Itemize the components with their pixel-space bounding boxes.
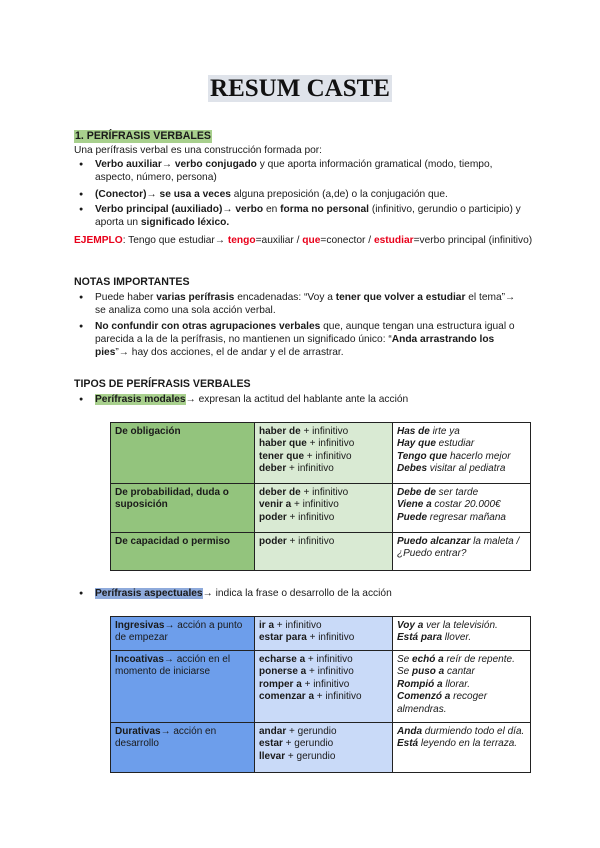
- table-aspectuales: [110, 616, 531, 773]
- bullet-modales: ● Perífrasis modales→ expresan la actitud del hablante ante la acción: [95, 393, 525, 406]
- forms-cell: haber de + infinitivo haber que + infinitivo tener que + infinitivo deber + infinitivo: [255, 423, 393, 484]
- forms-cell: andar + gerundio estar + gerundio llevar + gerundio: [255, 723, 393, 773]
- table-modales: [110, 422, 531, 571]
- forms-cell: ir a + infinitivo estar para + infinitivo: [255, 617, 393, 651]
- examples-cell: Has de irte ya Hay que estudiar Tengo que hacerlo mejor Debes visitar al pediatra: [393, 423, 531, 484]
- examples-cell: Se echó a reír de repente. Se puso a cantar Rompió a llorar. Comenzó a recoger almendras.: [393, 651, 531, 723]
- category-cell: De capacidad o permiso: [111, 533, 255, 571]
- section-heading-tipos: TIPOS DE PERÍFRASIS VERBALES: [74, 378, 251, 390]
- title-text: RESUM CASTE: [210, 75, 390, 102]
- bullet-conector: ● (Conector)→ se usa a veces alguna preposición (a,de) o la conjugación que.: [95, 188, 525, 201]
- section-heading-notas: NOTAS IMPORTANTES: [74, 276, 190, 288]
- category-cell: Incoativas→ acción en el momento de iniciarse: [111, 651, 255, 723]
- table-row: [111, 533, 531, 571]
- intro-text: Una perífrasis verbal es una construcción formada por:: [74, 145, 323, 156]
- bullet-varias-perifrasis: ● Puede haber varias perífrasis encadenadas: “Voy a tener que volver a estudiar el tema”→ se analiza como una sola acción verbal.: [95, 291, 525, 317]
- category-cell: Ingresivas→ acción a punto de empezar: [111, 617, 255, 651]
- bullet-auxiliar: ● Verbo auxiliar→ verbo conjugado y que aporta información gramatical (modo, tiempo, aspecto, número, persona): [95, 158, 525, 184]
- bullet-aspectuales: ● Perífrasis aspectuales→ indica la frase o desarrollo de la acción: [95, 587, 525, 600]
- table-row: [111, 617, 531, 651]
- examples-cell: Debe de ser tarde Viene a costar 20.000€ Puede regresar mañana: [393, 484, 531, 533]
- bullet-no-confundir: ● No confundir con otras agrupaciones verbales que, aunque tengan una estructura igual o parecida a la de la perífrasis, no mantienen un significado único: “Anda arrastrando los pies”→ hay dos acciones, el de andar y el de arrastrar.: [95, 320, 525, 359]
- category-cell: De obligación: [111, 423, 255, 484]
- forms-cell: poder + infinitivo: [255, 533, 393, 571]
- examples-cell: Anda durmiendo todo el día. Está leyendo en la terraza.: [393, 723, 531, 773]
- forms-cell: echarse a + infinitivo ponerse a + infinitivo romper a + infinitivo comenzar a + infinitivo: [255, 651, 393, 723]
- table-row: [111, 723, 531, 773]
- example-line: EJEMPLO: Tengo que estudiar→ tengo=auxiliar / que=conector / estudiar=verbo principal (infinitivo): [74, 235, 533, 246]
- category-cell: Durativas→ acción en desarrollo: [111, 723, 255, 773]
- table-row: [111, 651, 531, 723]
- section-heading-perifrasis: 1. PERÍFRASIS VERBALES: [75, 130, 211, 142]
- table-row: [111, 423, 531, 484]
- examples-cell: Puedo alcanzar la maleta / ¿Puedo entrar?: [393, 533, 531, 571]
- document-title: [0, 74, 600, 104]
- forms-cell: deber de + infinitivo venir a + infinitivo poder + infinitivo: [255, 484, 393, 533]
- table-row: [111, 484, 531, 533]
- category-cell: De probabilidad, duda o suposición: [111, 484, 255, 533]
- examples-cell: Voy a ver la televisión. Está para llover.: [393, 617, 531, 651]
- bullet-principal: ● Verbo principal (auxiliado)→ verbo en forma no personal (infinitivo, gerundio o participio) y aporta un significado léxico.: [95, 203, 525, 229]
